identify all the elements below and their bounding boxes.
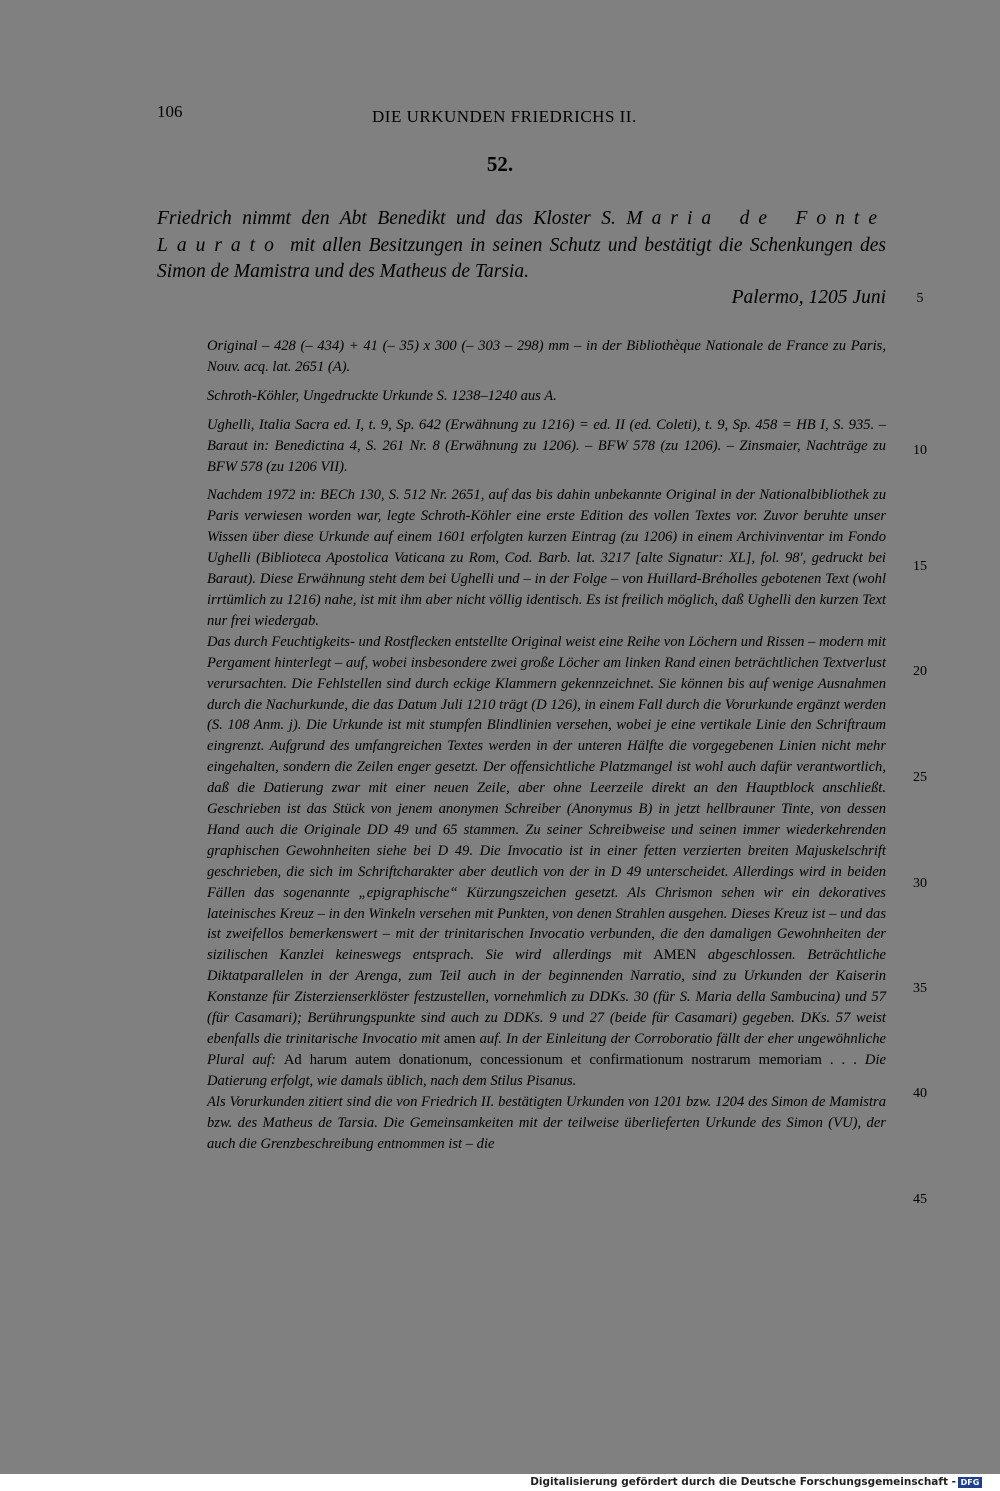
line-number: 30 [913, 876, 927, 891]
line-number: 40 [913, 1086, 927, 1101]
commentary-text: Das durch Feuchtigkeits- und Rostflecken entstellte Original weist eine Reihe von Löchern und Rissen – modern mit Pergament hinterlegt – auf, wobei insbesondere zwei große Löcher am linken Rand einen beträchtlichen Textverlust verursachten. Die Fehlstellen sind durch eckige Klammern gekennzeichnet. Sie können bis auf wenige Ausnahmen durch die Nachurkunde, die das Datum Juli 1210 trägt (D 126), in einem Fall durch die Vorurkunde ergänzt werden (S. 108 Anm. j). Die Urkunde ist mit stumpfen Blindlinien versehen, wobei je eine vertikale Linie den Schriftraum eingrenzt. Aufgrund des umfangreichen Textes werden in der unteren Hälfte die vorgegebenen Linien nicht mehr eingehalten, sondern die Zeilen enger gesetzt. Der offensichtliche Platzmangel ist wohl auch dafür verantwortlich, daß die Datierung zwar mit einer neuen Zeile, aber ohne Leerzeile direkt an den Hauptblock anschließt. Geschrieben ist das Stück von jenem anonymen Schreiber (Anonymus B) in jetzt hellbrauner Tinte, von dessen Hand auch die Originale DD 49 und 65 stammen. Zu seiner Schreibweise und seinen immer wiederkehrenden graphischen Gewohnheiten siehe bei D 49. Die Invocatio ist in einer fetten verzierten breiten Majuskelschrift geschrieben, die sich im Schriftcharakter aber deutlich von der in D 49 unterscheidet. Allerdings wird in beiden Fällen das sogenannte „epigraphische“ Kürzungszeichen gesetzt. Als Chrismon sehen wir ein dekoratives lateinisches Kreuz – in den Winkeln versehen mit Punkten, von denen Strahlen ausgehen. Dieses Kreuz ist – und das ist zweifellos bemerkenswert – mit der trinitarischen Invocatio verbunden, die den damaligen Gewohnheiten der sizilischen Kanzlei keineswegs entsprach. Sie wird allerdings mit [207, 633, 886, 964]
apparatus [207, 336, 886, 1154]
apparatus-edition: Schroth-Köhler, Ungedruckte Urkunde S. 1238–1240 aus A. [207, 387, 557, 404]
regest [157, 206, 886, 286]
line-number: 20 [913, 664, 927, 679]
commentary-text: abgeschlossen. Beträchtliche Diktatparallelen in der Arenga, zum Teil auch in der beginnenden Narratio, sind zu Urkunden der Kaiserin Konstanze für Zisterzienserklöster festzustellen, vornehmlich zu DDKs. 30 (für S. Maria della Sambucina) und 57 (für Casamari); Berührungspunkte sind auch zu DDKs. 9 und 27 (beide für Casamari) gegeben. DKs. 57 weist ebenfalls die trinitarische Invocatio mit [207, 947, 886, 1047]
amen-caps: AMEN [653, 947, 697, 964]
apparatus-original: Original – 428 (– 434) + 41 (– 35) x 300 (– 303 – 298) mm – in der Bibliothèque Nationale de France zu Paris, Nouv. acq. lat. 2651 (A). [207, 338, 886, 375]
line-number: 5 [916, 291, 924, 306]
page-number: 106 [157, 102, 183, 121]
apparatus-commentary-2 [207, 632, 886, 1092]
apparatus-references: Ughelli, Italia Sacra ed. I, t. 9, Sp. 642 (Erwähnung zu 1216) = ed. II (ed. Coleti), t. 9, Sp. 458 = HB I, S. 935. – Baraut in: Benedictina 4, S. 261 Nr. 8 (Erwähnung zu 1206). – BFW 578 (zu 1206). – Zinsmaier, Nachträge zu BFW 578 (zu 1206 VII). [207, 416, 886, 475]
apparatus-commentary-3: Als Vorurkunden zitiert sind die von Friedrich II. bestätigten Urkunden von 1201 bzw. 1204 des Simon de Mamistra bzw. des Matheus de Tarsia. Die Gemeinsamkeiten mit der teilweise überlieferten Urkunde des Simon (VU), der auch die Grenzbeschreibung entnommen ist – die [207, 1093, 886, 1152]
dfg-logo: DFG [958, 1477, 982, 1488]
latin-quote: Ad harum autem donationum, concessionum et confirmationum nostrarum memoriam . . . [283, 1051, 857, 1068]
line-number: 45 [913, 1192, 927, 1207]
document-number: 52. [486, 152, 514, 176]
commentary-text: auf. In der Einleitung der Corroboratio fällt der eher ungewöhnliche Plural auf: [207, 1031, 886, 1068]
regest-text-2: mit allen Besitzungen in seinen Schutz und bestätigt die Schenkungen des Simon de Mamistra und des Matheus de Tarsia. [157, 234, 886, 282]
regest-spaced-name-2: Laurato [157, 234, 283, 256]
regest-spaced-name-1: Maria de Fonte [626, 208, 887, 229]
line-number: 15 [913, 559, 927, 574]
commentary-text: Die Datierung erfolgt, wie damals üblich, nach dem Stilus Pisanus. [207, 1051, 886, 1089]
amen-lower: amen [443, 1031, 476, 1047]
line-number: 35 [913, 981, 927, 996]
regest-text-1: Friedrich nimmt den Abt Benedikt und das Kloster S. [157, 208, 627, 229]
running-head: DIE URKUNDEN FRIEDRICHS II. [372, 107, 637, 126]
line-number: 10 [913, 443, 927, 458]
dateline: Palermo, 1205 Juni [731, 287, 886, 308]
apparatus-commentary-1: Nachdem 1972 in: BECh 130, S. 512 Nr. 2651, auf das bis dahin unbekannte Original in der Nationalbibliothek zu Paris verwiesen worden war, legte Schroth-Köhler eine erste Edition des vollen Textes vor. Zuvor beruhte unser Wissen über diese Urkunde auf einem 1601 erfolgten kurzen Eintrag (zu 1206) in einem Archivinventar im Fondo Ughelli (Biblioteca Apostolica Vaticana zu Rom, Cod. Barb. lat. 3217 [alte Signatur: XL], fol. 98', gedruckt bei Baraut). Diese Erwähnung steht dem bei Ughelli und – in der Folge – von Huillard-Bréholles gebotenen Text (wohl irrtümlich zu 1216) nahe, ist mit ihm aber nicht völlig identisch. Es ist freilich möglich, daß Ughelli den kurzen Text nur frei wiedergab. [207, 487, 886, 629]
line-number: 25 [913, 770, 927, 785]
digitization-credit: Digitalisierung gefördert durch die Deutsche Forschungsgemeinschaft - [530, 1476, 956, 1488]
